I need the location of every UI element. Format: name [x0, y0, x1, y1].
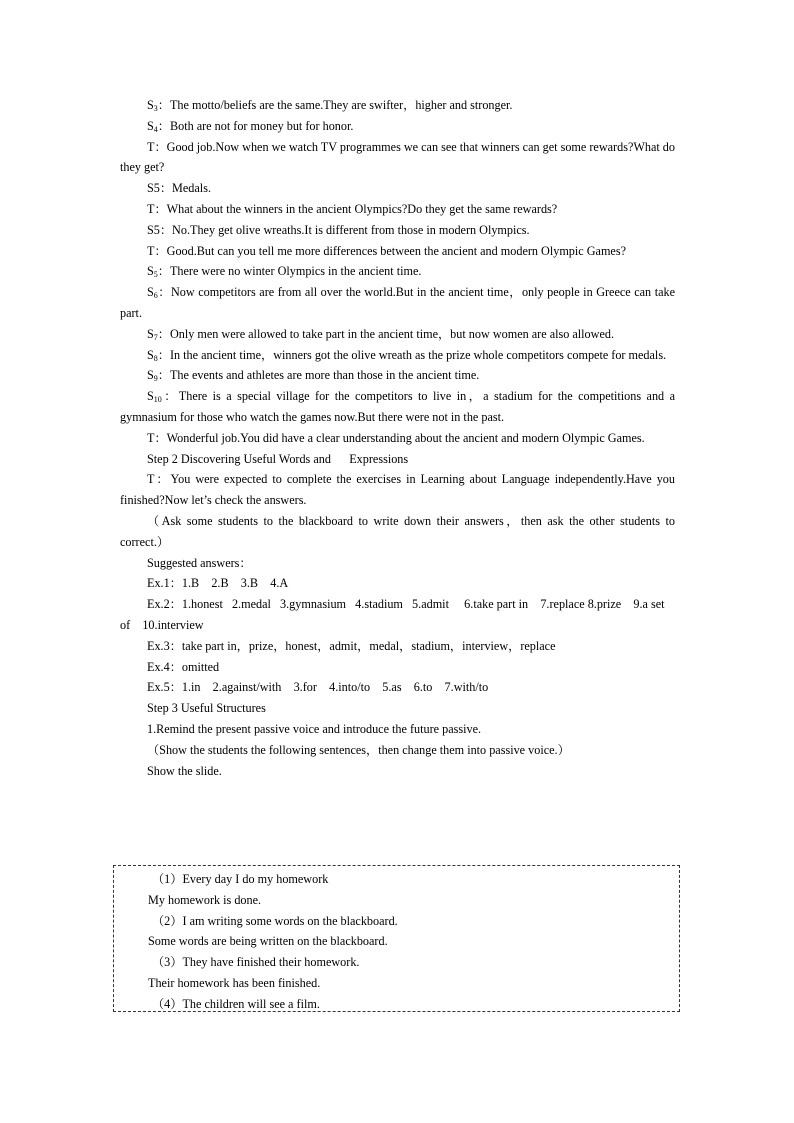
dialogue-line: T：Good job.Now when we watch TV programmes we can see that winners can get some rewards?What do they get?: [120, 139, 675, 175]
answer-line: Ex.2：1.honest 2.medal 3.gymnasium 4.stadium 5.admit 6.take part in 7.replace 8.prize 9.a set of 10.interview: [120, 597, 668, 632]
slide-example-box: [113, 865, 680, 1012]
step3-heading: Step 3 Useful Structures: [147, 701, 266, 716]
step2-note: （Ask some students to the blackboard to write down their answers，then ask the other students to correct.）: [120, 513, 675, 549]
slide-sentence: （2）I am writing some words on the blackboard.: [152, 913, 398, 928]
answer-line: Ex.1：1.B 2.B 3.B 4.A: [147, 576, 289, 591]
step2-teacher-line: T：You were expected to complete the exercises in Learning about Language independently.Have you finished?Now let’s check the answers.: [120, 472, 675, 508]
document-body: [120, 95, 675, 781]
dialogue-line: S5：Medals.: [147, 181, 211, 196]
dialogue-line: $S_8$：In the ancient time，winners got the olive wreath as the prize whole competitors compete for medals.: [147, 347, 667, 363]
dialogue-line: $S_9$：The events and athletes are more than those in the ancient time.: [147, 368, 480, 384]
step3-note: （Show the students the following sentences，then change them into passive voice.）: [147, 742, 570, 757]
slide-sentence: （3）They have finished their homework.: [152, 955, 360, 970]
dialogue-line: T：Good.But can you tell me more differences between the ancient and modern Olympic Games?: [147, 243, 626, 258]
slide-sentence: Their homework has been finished.: [148, 975, 321, 990]
answer-line: Ex.5：1.in 2.against/with 3.for 4.into/to 5.as 6.to 7.with/to: [147, 680, 489, 695]
dialogue-line: T：Wonderful job.You did have a clear understanding about the ancient and modern Olympic Games.: [147, 430, 645, 445]
step2-heading: Step 2 Discovering Useful Words and Expressions: [147, 451, 409, 466]
dialogue-line: $S_6$：Now competitors are from all over the world.But in the ancient time，only people in Greece can take part.: [120, 285, 675, 320]
dialogue-line: T：What about the winners in the ancient Olympics?Do they get the same rewards?: [147, 201, 558, 216]
slide-sentence: Some words are being written on the blackboard.: [148, 934, 388, 949]
dialogue-line: S5：No.They get olive wreaths.It is different from those in modern Olympics.: [147, 222, 530, 237]
step3-item: 1.Remind the present passive voice and introduce the future passive.: [147, 721, 482, 736]
slide-sentence: My homework is done.: [148, 892, 262, 907]
dialogue-line: $S_5$：There were no winter Olympics in the ancient time.: [147, 264, 422, 280]
slide-sentence: （1）Every day I do my homework: [152, 872, 329, 886]
slide-sentence: （4）The children will see a film.: [152, 996, 320, 1011]
step3-show: Show the slide.: [147, 763, 222, 778]
dialogue-line: $S_7$：Only men were allowed to take part in the ancient time，but now women are also allowed.: [147, 326, 614, 342]
answer-line: Ex.3：take part in，prize，honest，admit，medal，stadium，interview，replace: [147, 638, 556, 653]
dialogue-line: $S_{10}$：There is a special village for the competitors to live in，a stadium for the competitions and a gymnasium for those who watch the games now.But there were not in the past.: [120, 389, 675, 424]
dialogue-line: $S_3$：The motto/beliefs are the same.They are swifter，higher and stronger.: [147, 98, 513, 113]
answer-line: Ex.4：omitted: [147, 659, 220, 674]
suggested-answers-label: Suggested answers：: [147, 555, 252, 570]
dialogue-line: $S_4$：Both are not for money but for honor.: [147, 118, 354, 134]
